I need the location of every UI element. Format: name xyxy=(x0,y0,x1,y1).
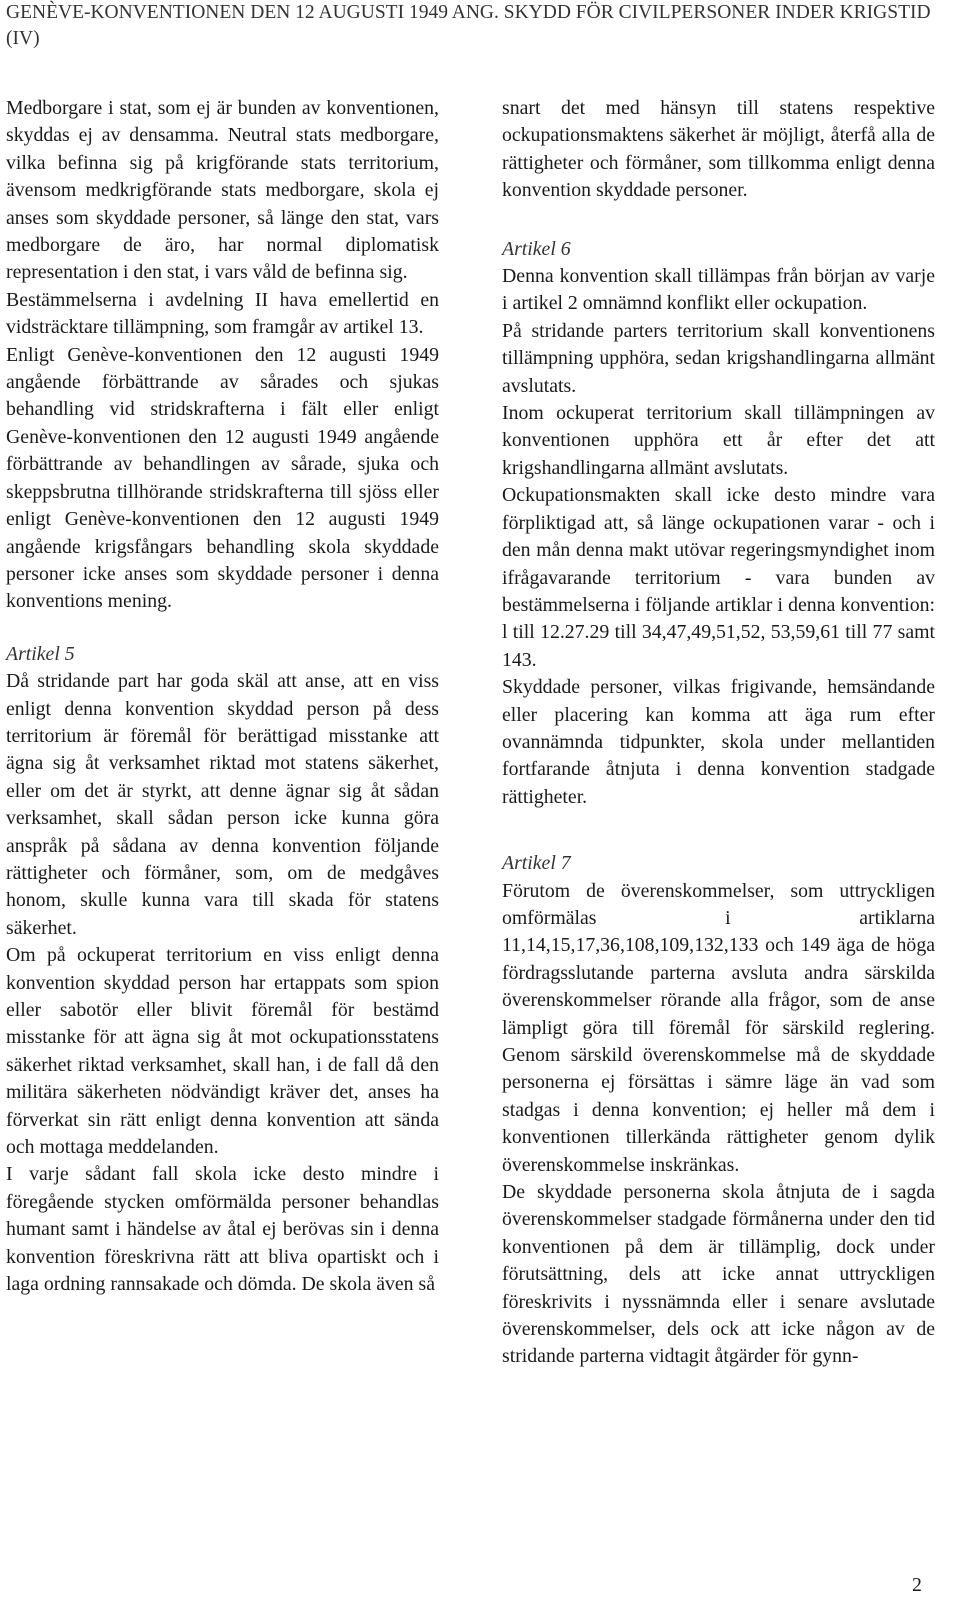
running-title: GENÈVE-KONVENTIONEN DEN 12 AUGUSTI 1949 ANG. SKYDD FÖR CIVILPERSONER INDER KRIGSTID (IV) xyxy=(6,2,931,49)
paragraph: Denna konvention skall tillämpas från början av varje i artikel 2 omnämnd konflikt eller ockupation. xyxy=(502,265,935,315)
paragraph: På stridande parters territorium skall konventionens tillämpning upphöra, sedan krigshandlingarna allmänt avslutats. xyxy=(502,319,935,397)
paragraph: Medborgare i stat, som ej är bunden av konventionen, skyddas ej av densamma. Neutral stats medborgare, vilka befinna sig på krigförande stats territorium, ävensom medkrigförande stats medborgare, skola ej anses som skyddade personer, så länge den stat, vars medborgare de äro, har normal diplomatisk representation i den stat, i vars våld de befinna sig. xyxy=(6,97,439,284)
paragraph: De skyddade personerna skola åtnjuta de i sagda överenskommelser stadgade förmånerna under den tid konventionen på dem är tillämplig, dock under förutsättning, dels att icke annat uttryckligen föreskrivits i nyssnämnda eller i senare avslutade överenskommelser, dels ock att icke någon av de stridande parterna vidtagit åtgärder för gynn- xyxy=(502,1181,935,1368)
paragraph: Förutom de överenskommelser, som uttryckligen omförmälas i artiklarna 11,14,15,17,36,108,109,132,133 och 149 äga de höga fördragsslutande parterna avsluta andra särskilda överenskommelser rörande alla frågor, som de anse lämpligt göra till föremål för särskild reglering. Genom särskild överenskommelse må de skyddade personerna ej försättas i sämre läge än vad som stadgas i denna konvention; ej heller må dem i konventionen tillerkända rättigheter genom dylik överenskommelse inskränkas. xyxy=(502,879,935,1176)
spacer xyxy=(502,205,935,236)
left-column xyxy=(6,95,439,1298)
paragraph: Om på ockuperat territorium en viss enligt denna konvention skyddad person har ertappats som spion eller sabotör eller blivit föremål för bestämd misstanke för att ägna sig åt mot ockupationsstatens säkerhet riktad verksamhet, skall han, i de fall då den militära säkerheten nödvändigt kräver det, anses ha förverkat sin rätt enligt denna konvention att sända och mottaga meddelanden. xyxy=(6,944,439,1159)
paragraph: snart det med hänsyn till statens respektive ockupationsmaktens säkerhet är möjligt, återfå alla de rättigheter och förmåner, som tillkomma enligt denna konvention skyddade personer. xyxy=(502,97,935,202)
paragraph: Bestämmelserna i avdelning II hava emellertid en vidsträcktare tillämpning, som framgår av artikel 13. xyxy=(6,288,439,339)
paragraph: I varje sådant fall skola icke desto mindre i föregående stycken omförmälda personer behandlas humant samt i händelse av åtal ej berövas sin i denna konvention föreskrivna rätt att bliva opartiskt och i laga ordning rannsakade och dömda. De skola även så xyxy=(6,1163,439,1296)
paragraph: Då stridande part har goda skäl att anse, att en viss enligt denna konvention skyddad person på dess territorium är föremål för berättigad misstanke att ägna sig åt verksamhet riktad mot statens säkerhet, eller om det är styrkt, att denne ägnar sig åt sådan verksamhet, skall sådan person icke kunna göra anspråk på sådana av denna konvention följande rättigheter och förmåner, som, om de medgåves honom, skulle kunna vara till skada för statens säkerhet. xyxy=(6,670,439,939)
spacer xyxy=(6,616,439,641)
paragraph: Skyddade personer, vilkas frigivande, hemsändande eller placering kan komma att äga rum efter ovannämnda tidpunkter, skola under mellantiden fortfarande åtnjuta i denna konvention stadgade rättigheter. xyxy=(502,676,935,808)
article-6-heading: Artikel 6 xyxy=(502,237,571,260)
right-column xyxy=(502,95,935,1371)
paragraph: Inom ockuperat territorium skall tillämpningen av konventionen upphöra ett år efter det att krigshandlingarna allmänt avslutats. xyxy=(502,402,935,479)
paragraph: Enligt Genève-konventionen den 12 augusti 1949 angående förbättrande av sårades och sjukas behandling vid stridskrafterna i fält eller enligt Genève-konventionen den 12 augusti 1949 angående förbättrande av behandlingen av sårade, sjuka och skeppsbrutna tillhörande stridskrafterna till sjöss eller enligt Genève-konventionen den 12 augusti 1949 angående krigsfångars behandling skola skyddade personer icke anses som skyddade personer i denna konventions mening. xyxy=(6,343,439,613)
paragraph: Ockupationsmakten skall icke desto mindre vara förpliktigad att, så länge ockupationen varar - och i den mån denna makt utövar regeringsmyndighet inom ifrågavarande territorium - vara bunden av bestämmelserna i följande artiklar i denna konvention: l till 12.27.29 till 34,47,49,51,52, 53,59,61 till 77 samt 143. xyxy=(502,484,935,671)
page-number: 2 xyxy=(912,1574,922,1596)
spacer xyxy=(502,811,935,850)
article-5-heading: Artikel 5 xyxy=(6,642,75,665)
article-7-heading: Artikel 7 xyxy=(502,852,571,875)
